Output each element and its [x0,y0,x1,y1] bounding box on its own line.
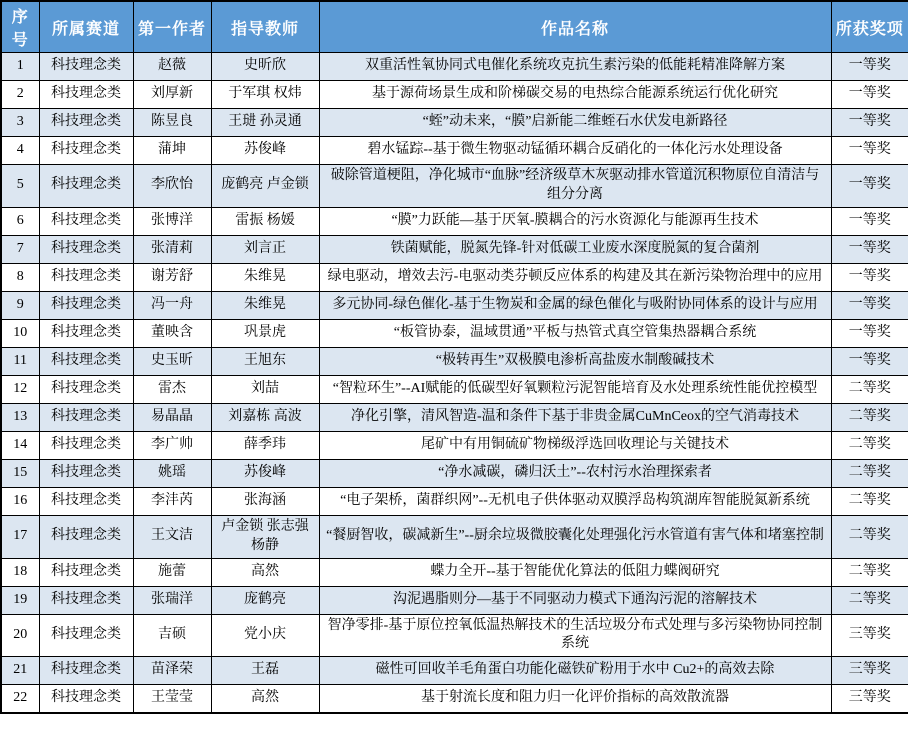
table-row [1,375,908,403]
cell-track: 科技理念类 [39,614,133,657]
cell-track: 科技理念类 [39,291,133,319]
cell-advisor: 苏俊峰 [211,459,319,487]
table-body [1,53,908,713]
cell-index: 6 [1,207,39,235]
table-row [1,515,908,558]
cell-author: 蒲坤 [133,137,211,165]
cell-title: 碧水锰踪--基于微生物驱动锰循环耦合反硝化的一体化污水处理设备 [319,137,831,165]
cell-track: 科技理念类 [39,137,133,165]
cell-track: 科技理念类 [39,403,133,431]
cell-advisor: 王磊 [211,657,319,685]
column-header-award: 所获奖项 [831,1,908,53]
cell-title: 尾矿中有用铜硫矿物梯级浮选回收理论与关键技术 [319,431,831,459]
cell-title: “电子架桥，菌群织网”--无机电子供体驱动双膜浮岛构筑湖库智能脱氮新系统 [319,487,831,515]
cell-advisor: 朱维晃 [211,263,319,291]
cell-author: 张瑞洋 [133,586,211,614]
cell-title: 铁菌赋能，脱氮先锋-针对低碳工业废水深度脱氮的复合菌剂 [319,235,831,263]
cell-advisor: 苏俊峰 [211,137,319,165]
cell-title: 磁性可回收羊毛角蛋白功能化磁铁矿粉用于水中 Cu2+的高效去除 [319,657,831,685]
cell-advisor: 刘嘉栋 高波 [211,403,319,431]
column-header-track: 所属赛道 [39,1,133,53]
cell-track: 科技理念类 [39,515,133,558]
cell-track: 科技理念类 [39,347,133,375]
cell-index: 18 [1,558,39,586]
cell-track: 科技理念类 [39,319,133,347]
cell-track: 科技理念类 [39,53,133,81]
cell-author: 王莹莹 [133,685,211,713]
cell-advisor: 朱维晃 [211,291,319,319]
cell-index: 15 [1,459,39,487]
cell-award: 一等奖 [831,207,908,235]
table-row [1,431,908,459]
cell-author: 谢芳舒 [133,263,211,291]
table-row [1,487,908,515]
cell-title: “蛭”动未来，“膜”启新能二维蛭石水伏发电新路径 [319,109,831,137]
table-row [1,165,908,208]
cell-author: 易晶晶 [133,403,211,431]
cell-advisor: 卢金锁 张志强 杨静 [211,515,319,558]
table-row [1,459,908,487]
cell-advisor: 薛季玮 [211,431,319,459]
cell-author: 张博洋 [133,207,211,235]
table-header [1,1,908,53]
cell-index: 13 [1,403,39,431]
cell-index: 4 [1,137,39,165]
cell-track: 科技理念类 [39,263,133,291]
cell-award: 一等奖 [831,235,908,263]
cell-index: 8 [1,263,39,291]
cell-author: 施蕾 [133,558,211,586]
cell-advisor: 高然 [211,558,319,586]
cell-index: 7 [1,235,39,263]
cell-author: 吉硕 [133,614,211,657]
cell-award: 二等奖 [831,375,908,403]
cell-index: 12 [1,375,39,403]
cell-award: 二等奖 [831,586,908,614]
cell-advisor: 于军琪 权炜 [211,81,319,109]
column-header-index: 序号 [1,1,39,53]
cell-award: 二等奖 [831,431,908,459]
cell-title: 破除管道梗阻，净化城市“血脉”经济级草木灰驱动排水管道沉积物原位自清洁与组分分离 [319,165,831,208]
cell-title: “极转再生”双极膜电渗析高盐废水制酸碱技术 [319,347,831,375]
cell-title: “餐厨智收，碳减新生”--厨余垃圾微胶囊化处理强化污水管道有害气体和堵塞控制 [319,515,831,558]
cell-award: 一等奖 [831,347,908,375]
cell-award: 一等奖 [831,165,908,208]
cell-title: 蝶力全开--基于智能优化算法的低阻力蝶阀研究 [319,558,831,586]
cell-index: 3 [1,109,39,137]
cell-title: 智净零排-基于原位控氧低温热解技术的生活垃圾分布式处理与多污染物协同控制系统 [319,614,831,657]
cell-index: 22 [1,685,39,713]
cell-track: 科技理念类 [39,657,133,685]
cell-advisor: 刘喆 [211,375,319,403]
cell-title: 绿电驱动，增效去污-电驱动类芬顿反应体系的构建及其在新污染物治理中的应用 [319,263,831,291]
cell-title: “智粒环生”--AI赋能的低碳型好氧颗粒污泥智能培育及水处理系统性能优控模型 [319,375,831,403]
cell-advisor: 史昕欣 [211,53,319,81]
cell-award: 一等奖 [831,137,908,165]
table-row [1,53,908,81]
cell-author: 刘厚新 [133,81,211,109]
cell-award: 二等奖 [831,459,908,487]
cell-author: 陈昱良 [133,109,211,137]
cell-award: 三等奖 [831,685,908,713]
table-row [1,558,908,586]
cell-track: 科技理念类 [39,109,133,137]
table-row [1,263,908,291]
cell-award: 一等奖 [831,263,908,291]
cell-award: 一等奖 [831,109,908,137]
table-row [1,207,908,235]
cell-author: 史玉昕 [133,347,211,375]
cell-title: 多元协同-绿色催化-基于生物炭和金属的绿色催化与吸附协同体系的设计与应用 [319,291,831,319]
cell-index: 16 [1,487,39,515]
cell-index: 1 [1,53,39,81]
cell-award: 二等奖 [831,515,908,558]
cell-author: 苗泽荣 [133,657,211,685]
cell-award: 二等奖 [831,403,908,431]
cell-advisor: 高然 [211,685,319,713]
cell-advisor: 王琎 孙灵通 [211,109,319,137]
cell-award: 一等奖 [831,53,908,81]
table-row [1,291,908,319]
cell-author: 李广帅 [133,431,211,459]
cell-advisor: 刘言正 [211,235,319,263]
cell-index: 21 [1,657,39,685]
cell-author: 雷杰 [133,375,211,403]
cell-title: 沟泥遇脂则分—基于不同驱动力模式下通沟污泥的溶解技术 [319,586,831,614]
cell-award: 一等奖 [831,81,908,109]
cell-award: 一等奖 [831,319,908,347]
cell-advisor: 庞鹤亮 卢金锁 [211,165,319,208]
cell-title: “板管协泰，温域贯通”平板与热管式真空管集热器耦合系统 [319,319,831,347]
cell-index: 10 [1,319,39,347]
cell-title: 基于射流长度和阻力归一化评价指标的高效散流器 [319,685,831,713]
cell-index: 20 [1,614,39,657]
cell-title: “净水减碳，磷归沃土”--农村污水治理探索者 [319,459,831,487]
column-header-author: 第一作者 [133,1,211,53]
cell-author: 张清莉 [133,235,211,263]
table-row [1,319,908,347]
header-row [1,1,908,53]
cell-track: 科技理念类 [39,235,133,263]
cell-author: 王文洁 [133,515,211,558]
cell-index: 17 [1,515,39,558]
cell-track: 科技理念类 [39,487,133,515]
cell-advisor: 党小庆 [211,614,319,657]
cell-title: 基于源荷场景生成和阶梯碳交易的电热综合能源系统运行优化研究 [319,81,831,109]
table-row [1,347,908,375]
cell-advisor: 巩景虎 [211,319,319,347]
cell-advisor: 张海涵 [211,487,319,515]
cell-track: 科技理念类 [39,431,133,459]
table-row [1,685,908,713]
cell-author: 姚瑶 [133,459,211,487]
cell-index: 11 [1,347,39,375]
cell-index: 14 [1,431,39,459]
cell-advisor: 王旭东 [211,347,319,375]
cell-author: 李欣怡 [133,165,211,208]
cell-author: 赵薇 [133,53,211,81]
cell-author: 李沣芮 [133,487,211,515]
table-row [1,109,908,137]
table-row [1,81,908,109]
cell-award: 二等奖 [831,558,908,586]
table-row [1,403,908,431]
cell-award: 三等奖 [831,657,908,685]
cell-title: 净化引擎，清风智造-温和条件下基于非贵金属CuMnCeox的空气消毒技术 [319,403,831,431]
cell-index: 5 [1,165,39,208]
table-row [1,614,908,657]
cell-track: 科技理念类 [39,558,133,586]
column-header-title: 作品名称 [319,1,831,53]
cell-track: 科技理念类 [39,586,133,614]
cell-award: 二等奖 [831,487,908,515]
cell-author: 董映含 [133,319,211,347]
cell-advisor: 雷振 杨媛 [211,207,319,235]
cell-index: 9 [1,291,39,319]
cell-index: 19 [1,586,39,614]
cell-track: 科技理念类 [39,375,133,403]
cell-track: 科技理念类 [39,459,133,487]
cell-award: 一等奖 [831,291,908,319]
cell-advisor: 庞鹤亮 [211,586,319,614]
cell-title: “膜”力跃能—基于厌氧-膜耦合的污水资源化与能源再生技术 [319,207,831,235]
cell-author: 冯一舟 [133,291,211,319]
table-row [1,235,908,263]
table-row [1,657,908,685]
cell-index: 2 [1,81,39,109]
cell-track: 科技理念类 [39,165,133,208]
cell-track: 科技理念类 [39,685,133,713]
column-header-advisor: 指导教师 [211,1,319,53]
cell-track: 科技理念类 [39,81,133,109]
table-row [1,586,908,614]
cell-award: 三等奖 [831,614,908,657]
table-row [1,137,908,165]
cell-title: 双重活性氧协同式电催化系统攻克抗生素污染的低能耗精准降解方案 [319,53,831,81]
cell-track: 科技理念类 [39,207,133,235]
